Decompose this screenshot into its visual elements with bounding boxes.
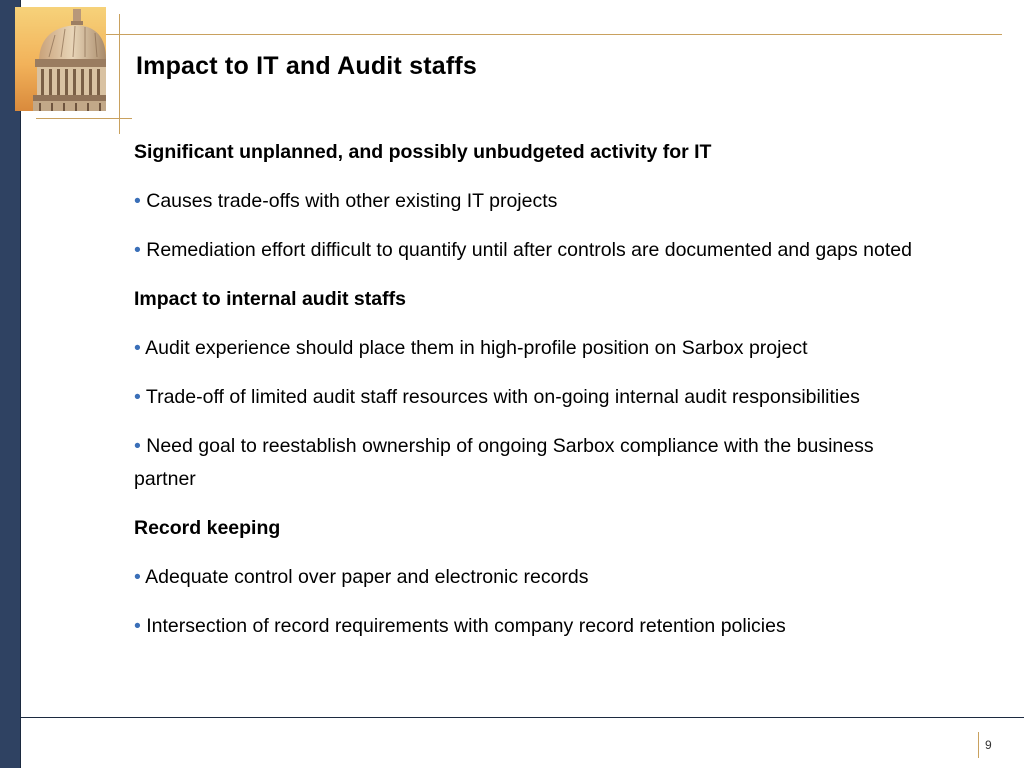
gold-vertical-line bbox=[119, 14, 120, 134]
bullet-icon: • bbox=[134, 239, 141, 261]
bullet-item bbox=[134, 185, 934, 218]
left-sidebar-bar bbox=[0, 0, 21, 768]
footer-divider bbox=[20, 717, 1024, 718]
bullet-icon: • bbox=[134, 566, 141, 588]
bullet-item bbox=[134, 561, 934, 594]
page-number-divider bbox=[978, 732, 979, 758]
bullet-icon: • bbox=[134, 615, 141, 637]
bullet-text: Adequate control over paper and electronic records bbox=[145, 566, 589, 588]
section-heading: Significant unplanned, and possibly unbudgeted activity for IT bbox=[134, 141, 712, 163]
bullet-item bbox=[134, 430, 934, 496]
bullet-text: Remediation effort difficult to quantify until after controls are documented and gaps noted bbox=[146, 239, 912, 261]
slide-content bbox=[134, 136, 934, 659]
bullet-item bbox=[134, 332, 934, 365]
bullet-icon: • bbox=[134, 190, 141, 212]
bullet-icon: • bbox=[134, 386, 141, 408]
bullet-item bbox=[134, 234, 934, 267]
bullet-icon: • bbox=[134, 337, 141, 359]
bullet-text: Trade-off of limited audit staff resources with on-going internal audit responsibilities bbox=[145, 386, 860, 408]
bullet-item bbox=[134, 610, 934, 643]
gold-horizontal-line-short bbox=[36, 118, 132, 119]
gold-horizontal-line-top bbox=[106, 34, 1002, 35]
bullet-icon: • bbox=[134, 435, 141, 457]
page-number: 9 bbox=[985, 738, 992, 752]
slide-title: Impact to IT and Audit staffs bbox=[136, 52, 477, 80]
section-heading: Record keeping bbox=[134, 517, 281, 539]
bullet-text: Causes trade-offs with other existing IT projects bbox=[146, 190, 558, 212]
bullet-item bbox=[134, 381, 934, 414]
bullet-text: Intersection of record requirements with company record retention policies bbox=[146, 615, 786, 637]
bullet-text: Need goal to reestablish ownership of ongoing Sarbox compliance with the business partner bbox=[134, 435, 874, 490]
section-heading: Impact to internal audit staffs bbox=[134, 288, 406, 310]
capitol-dome-image bbox=[15, 7, 106, 111]
bullet-text: Audit experience should place them in high-profile position on Sarbox project bbox=[145, 337, 808, 359]
